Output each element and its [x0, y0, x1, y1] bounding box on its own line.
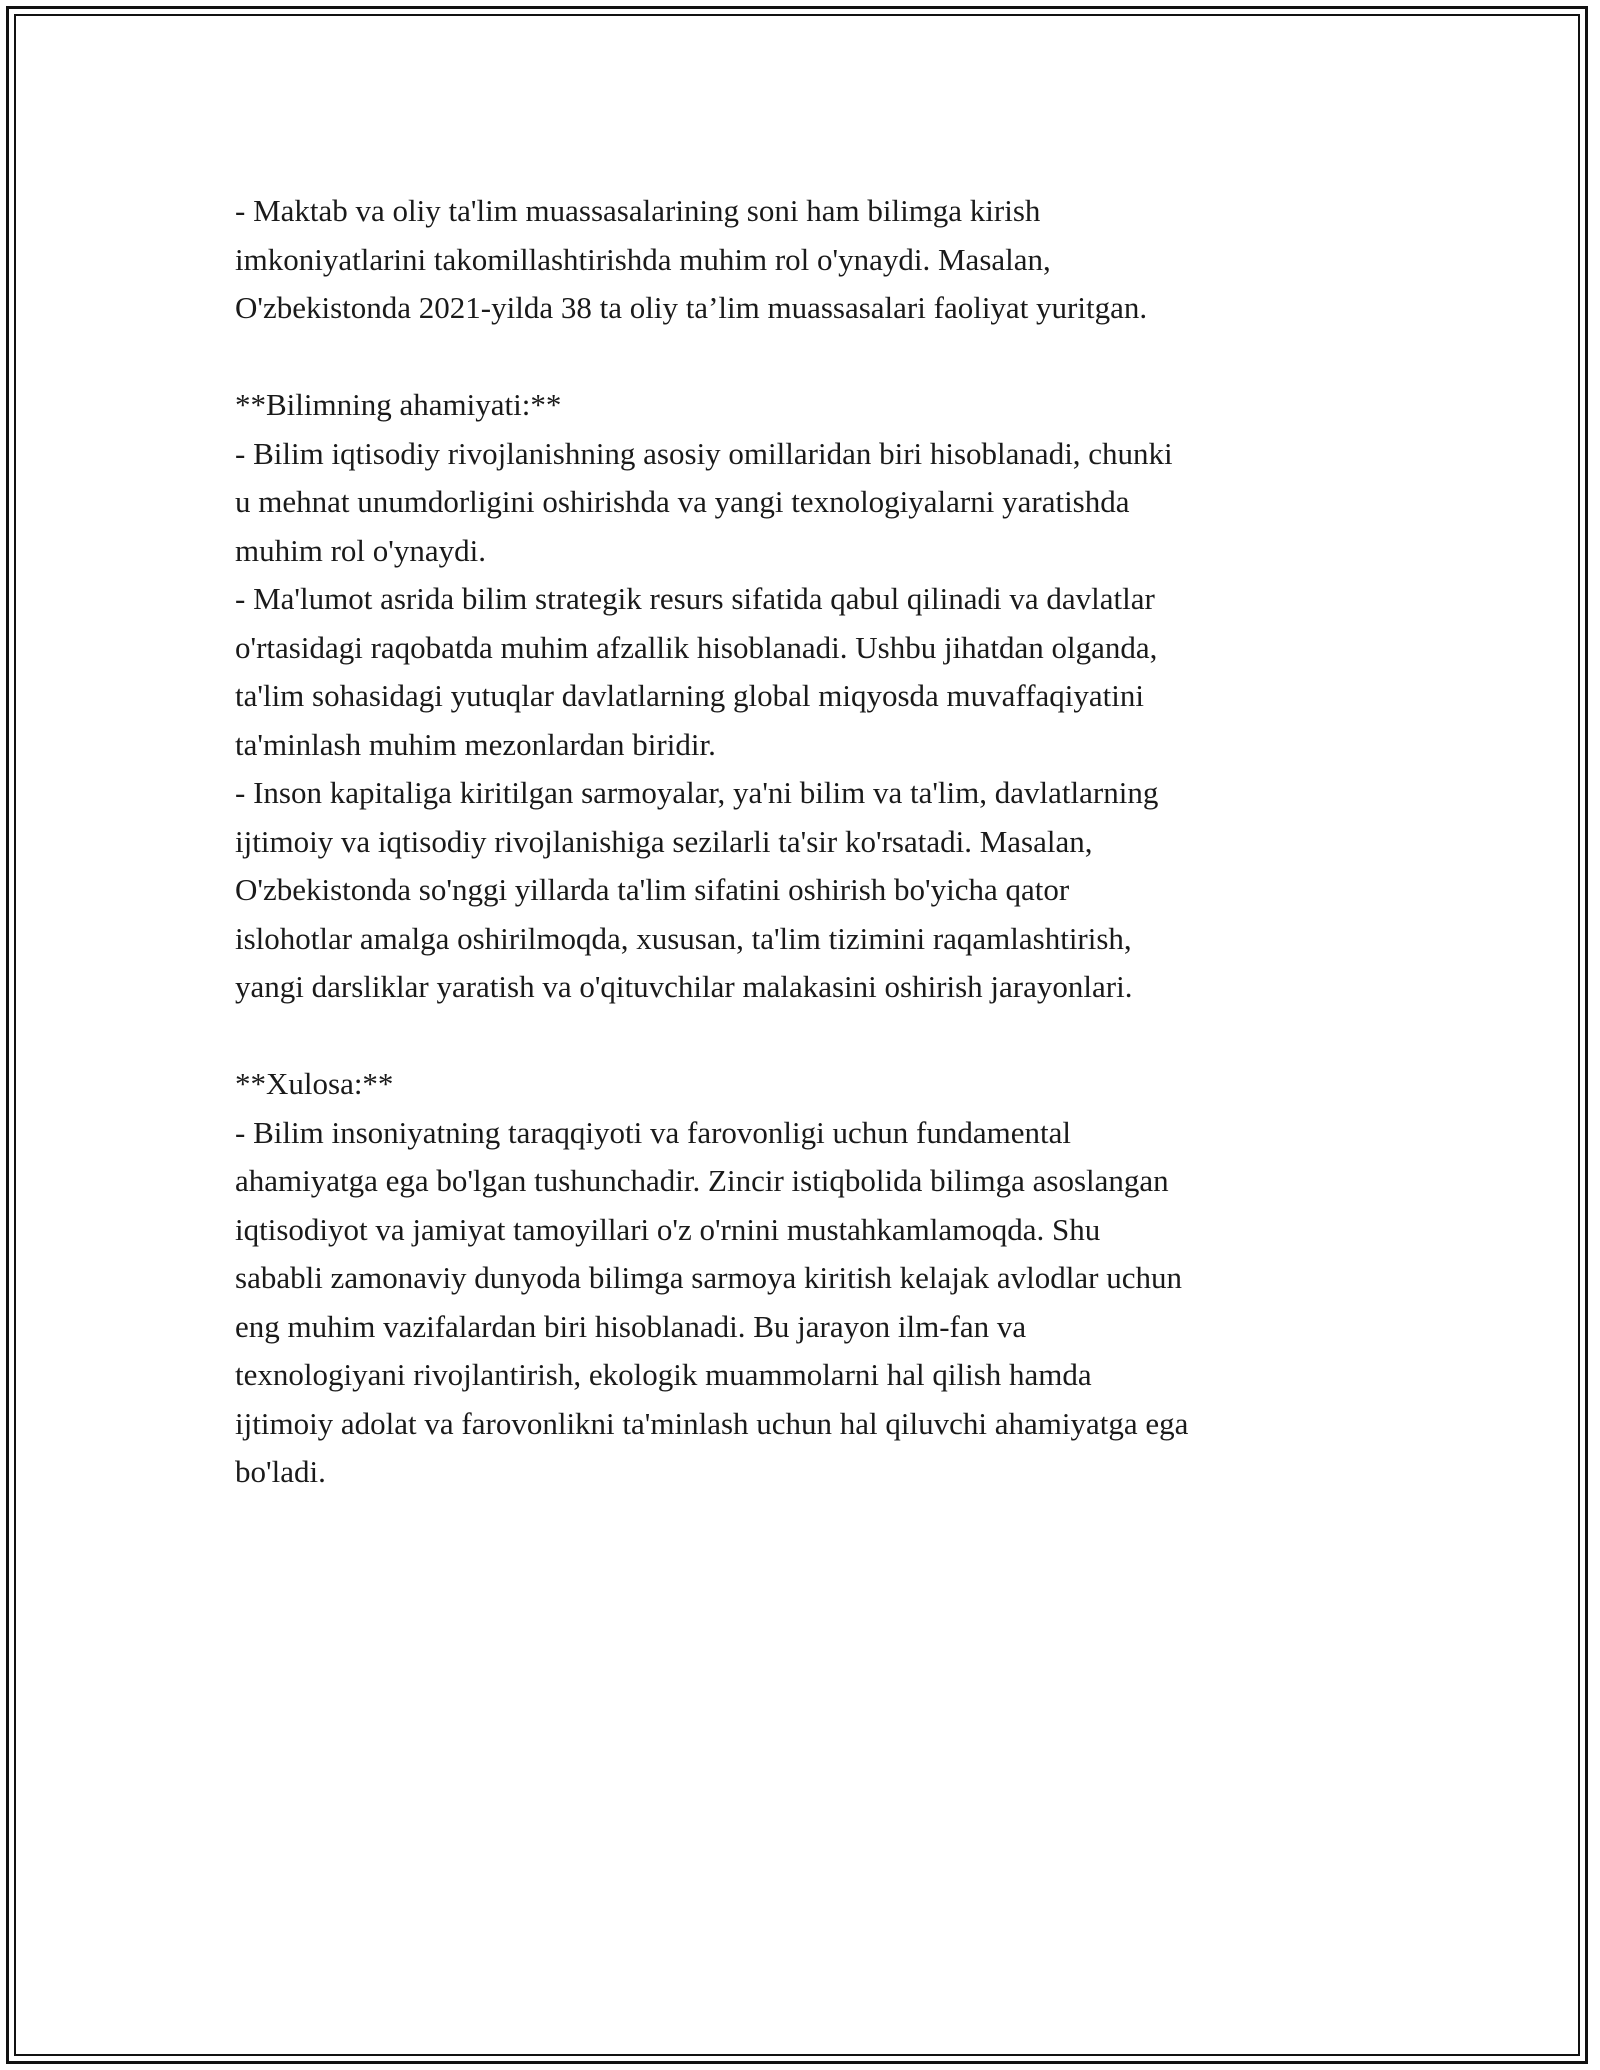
- text-line: u mehnat unumdorligini oshirishda va yangi texnologiyalarni yaratishda: [235, 484, 1130, 519]
- text-line: O'zbekistonda 2021-yilda 38 ta oliy ta’lim muassasalari faoliyat yuritgan.: [235, 290, 1148, 325]
- text-line: yangi darsliklar yaratish va o'qituvchilar malakasini oshirish jarayonlari.: [235, 969, 1133, 1004]
- paragraph-gap: [235, 333, 1400, 382]
- text-line: muhim rol o'ynaydi.: [235, 532, 486, 568]
- section-heading-bilimning-ahamiyati: **Bilimning ahamiyati:**: [235, 387, 562, 422]
- text-line: ijtimoiy adolat va farovonlikni ta'minlash uchun hal qiluvchi ahamiyatga ega: [235, 1405, 1189, 1441]
- text-line: - Ma'lumot asrida bilim strategik resurs sifatida qabul qilinadi va davlatlar: [235, 581, 1155, 616]
- text-line: eng muhim vazifalardan biri hisoblanadi. Bu jarayon ilm-fan va: [235, 1308, 1027, 1344]
- text-line: - Inson kapitaliga kiritilgan sarmoyalar, ya'ni bilim va ta'lim, davlatlarning: [235, 775, 1159, 810]
- text-line: sababli zamonaviy dunyoda bilimga sarmoya kiritish kelajak avlodlar uchun: [235, 1260, 1182, 1295]
- text-line: - Bilim iqtisodiy rivojlanishning asosiy omillaridan biri hisoblanadi, chunki: [235, 435, 1173, 471]
- text-line: - Bilim insoniyatning taraqqiyoti va farovonligi uchun fundamental: [235, 1114, 1071, 1150]
- text-line: islohotlar amalga oshirilmoqda, xususan, ta'lim tizimini raqamlashtirish,: [235, 920, 1132, 956]
- text-line: ijtimoiy va iqtisodiy rivojlanishiga sezilarli ta'sir ko'rsatadi. Masalan,: [235, 823, 1093, 859]
- text-line: ta'lim sohasidagi yutuqlar davlatlarning global miqyosda muvaffaqiyatini: [235, 678, 1144, 713]
- text-line: bo'ladi.: [235, 1454, 326, 1489]
- document-body: [235, 187, 1400, 1497]
- text-line: ta'minlash muhim mezonlardan biridir.: [235, 726, 716, 762]
- paragraph-gap: [235, 1012, 1400, 1061]
- text-line: - Maktab va oliy ta'lim muassasalarining soni ham bilimga kirish: [235, 193, 1041, 228]
- text-line: o'rtasidagi raqobatda muhim afzallik hisoblanadi. Ushbu jihatdan olganda,: [235, 629, 1158, 665]
- text-line: O'zbekistonda so'nggi yillarda ta'lim sifatini oshirish bo'yicha qator: [235, 872, 1070, 907]
- text-line: imkoniyatlarini takomillashtirishda muhim rol o'ynaydi. Masalan,: [235, 241, 1051, 277]
- section-heading-xulosa: **Xulosa:**: [235, 1066, 394, 1101]
- text-line: ahamiyatga ega bo'lgan tushunchadir. Zincir istiqbolida bilimga asoslangan: [235, 1163, 1169, 1198]
- text-line: texnologiyani rivojlantirish, ekologik muammolarni hal qilish hamda: [235, 1357, 1092, 1392]
- text-line: iqtisodiyot va jamiyat tamoyillari o'z o'rnini mustahkamlamoqda. Shu: [235, 1211, 1101, 1247]
